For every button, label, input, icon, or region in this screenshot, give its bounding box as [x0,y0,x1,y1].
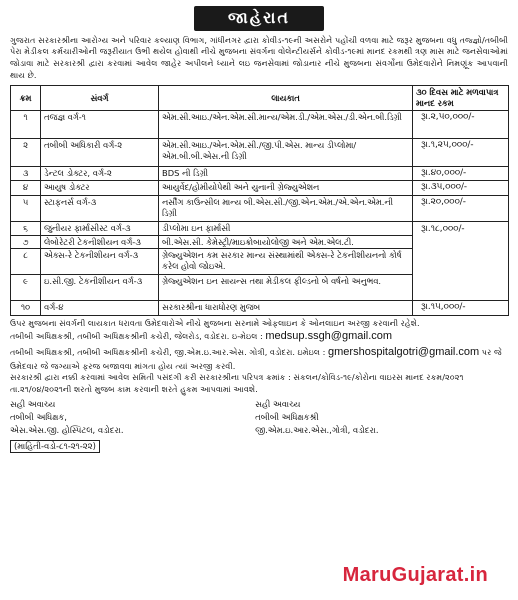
row-qualification: ડીપ્લોમા ઇન ફાર્માસી [159,221,413,235]
table-row [11,195,509,221]
signature-right-line: તબીબી અધિક્ષકશ્રી [255,411,319,422]
email-link-gmers[interactable]: gmershospitalgotri@gmail.com [328,346,480,358]
signature-right-line: સહી અવાચ્ય [255,398,301,409]
row-serial: ૩ [11,166,41,180]
row-amount: રૂા.૨,૫૦,૦૦૦/- [413,110,509,138]
row-serial: ૬ [11,221,41,235]
row-cadre: સ્ટાફનર્સ વર્ગ-૩ [41,195,159,221]
row-qualification: એમ.સી.આઇ./એન.એમ.સી.માન્ય/એમ.ડી./એમ.એસ./ડી.એન.બી.ડિગ્રી [159,110,413,138]
contact-gmers [10,345,508,372]
application-instruction: ઉપર મુજબના સંવર્ગની લાયકાત ધરાવતા ઉમેદવારોએ નીચે મુજબના સરનામે ઓફલાઇન કે ઓનલાઇન અરજી કરવાની રહેશે. [10,317,420,328]
row-serial: ૧ [11,110,41,138]
row-cadre: એક્સ-રે ટેકનીશીયન વર્ગ-૩ [41,249,159,275]
row-cadre: લેબોરેટરી ટેકનીશીયન વર્ગ-૩ [41,235,159,249]
table-row [11,138,509,166]
header-cadre: સંવર્ગ [41,86,159,111]
row-cadre: જુનીયર ફાર્માસીસ્ટ વર્ગ-૩ [41,221,159,235]
row-cadre: તજજ્ઞ વર્ગ-૧ [41,110,159,138]
row-qualification: ગ્રેજ્યુએશન કમ સરકાર માન્ય સંસ્થામાંથી એક્સ-રે ટેકનીશીયનનો કોર્ષ કરેલ હોવો જોઇએ. [159,249,413,275]
row-amount: રૂા.૩૫,૦૦૦/- [413,181,509,195]
vacancy-table [10,85,509,315]
table-row [11,110,509,138]
contact-ssg-text: તબીબી અધિક્ષકશ્રી, તબીબી અધિક્ષકશ્રીની કચેરી, જેલરોડ, વડોદરા. ઇ-મેઇલ : [10,331,266,342]
row-serial: ૨ [11,138,41,166]
row-cadre: તબીબી અધિકારી વર્ગ-૨ [41,138,159,166]
page-title: જાહેરાત [194,6,324,31]
row-qualification: આયુર્વેદ/હોમીયોપેથી અને યુનાની ગ્રેજ્યુએશન [159,181,413,195]
signature-right [255,398,464,437]
signature-left-line: તબીબી અધિક્ષક, [10,411,67,422]
row-serial: ૭ [11,235,41,249]
signature-block [10,398,508,437]
header-qualification: લાયકાત [159,86,413,111]
email-link-ssg[interactable]: medsup.ssgh@gmail.com [265,330,393,343]
table-row [11,166,509,180]
signature-left [10,398,219,437]
row-qualification: બી.એસ.સી. કેમેસ્ટ્રી/માઇક્રોબાયોલોજી અને એમ.એલ.ટી. [159,235,413,249]
instructions-section [10,318,508,396]
site-watermark: MaruGujarat.in [342,564,488,586]
row-qualification: સરકારશ્રીના ધારાધોરણ મુજબ [159,301,413,315]
table-row [11,181,509,195]
row-serial: ૧૦ [11,301,41,315]
signature-left-line: એસ.એસ.જી. હોસ્પિટલ, વડોદરા. [10,424,124,435]
closing-paragraph: સરકારશ્રી દ્વારા નક્કી કરવામાં આવેલ સમિતી પસંદગી કરી સરકારશ્રીના પરિપત્ર ક્રમાંક : સંકલન/કોવિડ-૧૯/કોરોના વાઇરસ માનદ રકમ/૨૦૨૧ તા.૨૧/૦૪/૨૦૨૧ની શરતો મુજબ કામ કરવાની શરતે હુકમ આપવામાં આવશે. [10,372,464,394]
contact-gmers-text: તબીબી અધિક્ષકશ્રી, તબીબી અધિક્ષકશ્રીની કચેરી, જી.એમ.ઇ.આર.એસ. ગોત્રી, વડોદરા. ઇમેઇલ : [10,347,329,357]
intro-paragraph: ગુજરાત સરકારશ્રીના આરોગ્ય અને પરિવાર કલ્યાણ વિભાગ, ગાંધીનગર દ્વારા કોવીડ-૧૯ની અસરોને પહોંચી વળવા માટે જરૂર મુજબના વધુ તજ્જ્ઞો/તબીબી પેરા મેડીકલ કર્મચારીઓની જરૂરીયાત ઉભી થયેલ હોવાથી નીચે મુજબના સંવર્ગના વોલેન્ટીયર્સને કોવીડ-૧૯માં માનદ રકમથી ત્રણ માસ માટે જનસેવાઓમાં જોડાવા માટે સરકારશ્રી દ્વારા કરવામાં આવેલ જાહેર અપીલને ધ્યાને લઇ જનસેવામાં જોડાનાર નીચે મુજબના સંવર્ગોના ઉમેદવારોને નિમણૂંક આપવાની થાય છે. [10,34,508,80]
signature-left-line: સહી અવાચ્ય [10,398,56,409]
row-cadre: વર્ગ-૪ [41,301,159,315]
header-amount: ૩૦ દિવસ માટે મળવાપાત્ર માનદ રકમ [413,86,509,111]
row-qualification: ગ્રેજ્યુએશન ઇન સાયન્સ તથા મેડીકલ ફીલ્ડનો બે વર્ષનો અનુભવ. [159,275,413,301]
row-amount: રૂા.૧,૨૫,૦૦૦/- [413,138,509,166]
signature-right-line: જી.એમ.ઇ.આર.એસ.,ગોત્રી, વડોદરા. [255,424,379,435]
header [10,6,508,31]
row-serial: ૮ [11,249,41,275]
row-qualification: BDS ની ડિગ્રી [159,166,413,180]
row-serial: ૫ [11,195,41,221]
contact-tail-text: પર જે ઉમેદવાર જે જગ્યાએ ફરજ બજાવવા માંગતા હોય ત્યાં અરજી કરવી. [10,347,502,371]
row-qualification: નર્સીંગ કાઉન્સીલ માન્ય બી.એસ.સી./જી.એન.એમ./એ.એન.એમ.ની ડિગ્રી [159,195,413,221]
row-qualification: એમ.સી.આઇ./એન.એમ.સી./જી.પી.એસ. માન્ય ડીપ્લોમા/એમ.બી.બી.એસ.ની ડિગ્રી [159,138,413,166]
row-cadre: ડેન્ટલ ડોક્ટર, વર્ગ-૨ [41,166,159,180]
row-amount: રૂા.૧૫,૦૦૦/- [413,301,509,315]
row-amount: રૂા.૪૦,૦૦૦/- [413,166,509,180]
table-body [11,110,509,315]
table-header-row [11,86,509,111]
reference-number: (માહિતી-વડો-૮૧-૨૧-૨૨) [10,440,100,453]
table-row [11,301,509,315]
row-amount-shared: રૂા.૧૮,૦૦૦/- [413,221,509,301]
row-serial: ૪ [11,181,41,195]
header-serial: ક્રમ [11,86,41,111]
row-cadre: ઇ.સી.જી. ટેકનીશીયન વર્ગ-૩ [41,275,159,301]
contact-ssg [10,329,508,345]
row-serial: ૯ [11,275,41,301]
table-row [11,221,509,235]
row-amount: રૂા.૨૦,૦૦૦/- [413,195,509,221]
row-cadre: આયુષ ડોક્ટર [41,181,159,195]
